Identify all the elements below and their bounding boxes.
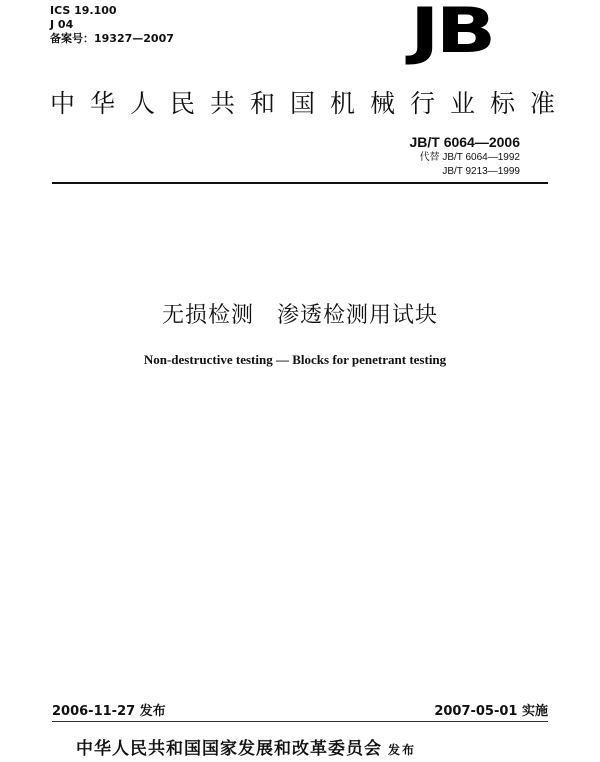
standard-number: JB/T 6064—2006 <box>409 134 520 150</box>
ics-code: ICS 19.100 <box>50 4 117 17</box>
document-subtitle: Non-destructive testing — Blocks for penetrant testing <box>143 352 447 367</box>
document-title: 无损检测 渗透检测用试块 <box>161 303 438 328</box>
implement-date: 2007-05-01 实施 <box>434 704 548 719</box>
replaces-line-2: JB/T 9213—1999 <box>442 166 520 177</box>
jb-logo: JB <box>410 0 493 67</box>
standard-title: 中华人民共和国机械行业标准 <box>50 89 571 118</box>
ics-block <box>50 4 174 46</box>
issuer-suffix: 发布 <box>388 743 417 757</box>
replaces-line-1: 代替 JB/T 6064—1992 <box>419 152 520 163</box>
record-number: 备案号：19327—2007 <box>50 32 174 45</box>
standard-number-block <box>409 133 520 179</box>
issuer-line <box>76 734 416 759</box>
issuer-name: 中华人民共和国国家发展和改革委员会 <box>76 739 382 759</box>
footer-divider <box>52 721 548 722</box>
category-code: J 04 <box>50 18 74 31</box>
issue-date: 2006-11-27 发布 <box>52 704 166 719</box>
header-divider <box>52 182 548 184</box>
